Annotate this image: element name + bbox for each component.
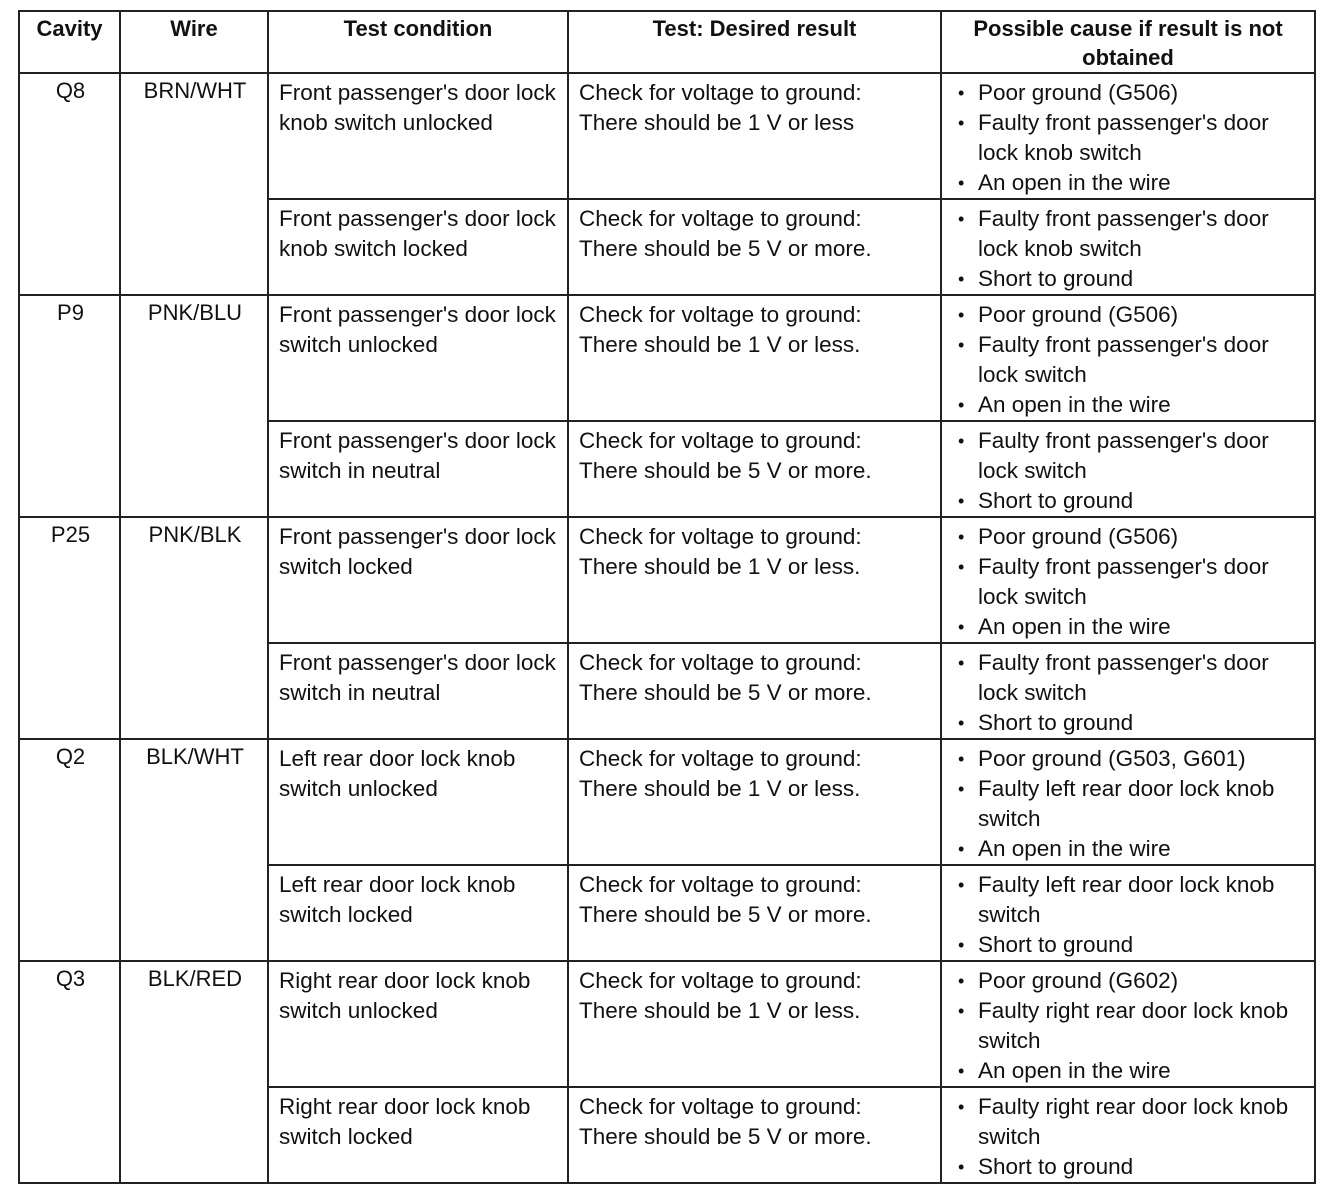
header-row: [19, 11, 1315, 73]
cause-item: • Short to ground: [952, 708, 1306, 738]
table-row: [19, 295, 1315, 421]
cause-list: [952, 648, 1306, 738]
cause-list: [952, 966, 1306, 1086]
desired-result-cell: [568, 517, 941, 643]
test-condition-cell: Right rear door lock knob switch unlocked: [268, 961, 568, 1087]
cause-item: • Poor ground (G506): [952, 78, 1306, 108]
cause-item: • Faulty front passenger's door lock knob switch: [952, 204, 1306, 264]
result-line: There should be 1 V or less: [579, 110, 855, 135]
wire-cell: PNK/BLU: [120, 295, 268, 517]
result-line: There should be 5 V or more.: [579, 902, 872, 927]
test-condition-cell: Left rear door lock knob switch unlocked: [268, 739, 568, 865]
possible-cause-cell: [941, 421, 1315, 517]
wire-cell: PNK/BLK: [120, 517, 268, 739]
header-cavity: Cavity: [19, 11, 120, 73]
result-line: There should be 5 V or more.: [579, 680, 872, 705]
result-line: Check for voltage to ground:: [579, 746, 862, 771]
diagnostic-table: [18, 10, 1316, 1184]
cause-item: • Poor ground (G503, G601): [952, 744, 1306, 774]
cause-item: • Faulty right rear door lock knob switch: [952, 996, 1306, 1056]
possible-cause-cell: [941, 865, 1315, 961]
test-condition-cell: Front passenger's door lock knob switch unlocked: [268, 73, 568, 199]
result-line: Check for voltage to ground:: [579, 206, 862, 231]
table-row: [19, 73, 1315, 199]
desired-result-cell: [568, 739, 941, 865]
cause-list: [952, 522, 1306, 642]
wire-cell: BLK/RED: [120, 961, 268, 1183]
possible-cause-cell: [941, 295, 1315, 421]
possible-cause-cell: [941, 199, 1315, 295]
cause-item: • Faulty front passenger's door lock knob switch: [952, 108, 1306, 168]
result-line: Check for voltage to ground:: [579, 302, 862, 327]
desired-result-cell: [568, 295, 941, 421]
possible-cause-cell: [941, 1087, 1315, 1183]
cause-list: [952, 1092, 1306, 1182]
desired-result-cell: [568, 961, 941, 1087]
cause-item: • Poor ground (G602): [952, 966, 1306, 996]
cause-item: • Faulty left rear door lock knob switch: [952, 870, 1306, 930]
desired-result-cell: [568, 199, 941, 295]
cause-item: • Short to ground: [952, 930, 1306, 960]
table-row: [19, 517, 1315, 643]
cause-item: • Faulty front passenger's door lock switch: [952, 426, 1306, 486]
result-line: There should be 5 V or more.: [579, 458, 872, 483]
cause-item: • Short to ground: [952, 264, 1306, 294]
cause-list: [952, 78, 1306, 198]
cause-list: [952, 744, 1306, 864]
test-condition-cell: Right rear door lock knob switch locked: [268, 1087, 568, 1183]
possible-cause-cell: [941, 739, 1315, 865]
cause-list: [952, 426, 1306, 516]
desired-result-cell: [568, 421, 941, 517]
desired-result-cell: [568, 73, 941, 199]
test-condition-cell: Front passenger's door lock switch unlocked: [268, 295, 568, 421]
cause-item: • An open in the wire: [952, 168, 1306, 198]
wire-cell: BRN/WHT: [120, 73, 268, 295]
cause-item: • An open in the wire: [952, 1056, 1306, 1086]
result-line: There should be 1 V or less.: [579, 554, 861, 579]
test-condition-cell: Front passenger's door lock switch locked: [268, 517, 568, 643]
cause-item: • Short to ground: [952, 1152, 1306, 1182]
cause-item: • Faulty right rear door lock knob switch: [952, 1092, 1306, 1152]
test-condition-cell: Front passenger's door lock switch in neutral: [268, 421, 568, 517]
wire-cell: BLK/WHT: [120, 739, 268, 961]
desired-result-cell: [568, 643, 941, 739]
header-desired-result: Test: Desired result: [568, 11, 941, 73]
test-condition-cell: Left rear door lock knob switch locked: [268, 865, 568, 961]
result-line: There should be 1 V or less.: [579, 998, 861, 1023]
table-row: [19, 739, 1315, 865]
cavity-cell: Q3: [19, 961, 120, 1183]
cavity-cell: P25: [19, 517, 120, 739]
cause-item: • An open in the wire: [952, 612, 1306, 642]
header-test-condition: Test condition: [268, 11, 568, 73]
header-possible-cause: Possible cause if result is not obtained: [941, 11, 1315, 73]
desired-result-cell: [568, 1087, 941, 1183]
result-line: There should be 5 V or more.: [579, 236, 872, 261]
result-line: Check for voltage to ground:: [579, 428, 862, 453]
cause-item: • Faulty left rear door lock knob switch: [952, 774, 1306, 834]
cause-item: • Poor ground (G506): [952, 522, 1306, 552]
test-condition-cell: Front passenger's door lock knob switch locked: [268, 199, 568, 295]
result-line: There should be 5 V or more.: [579, 1124, 872, 1149]
cause-item: • An open in the wire: [952, 390, 1306, 420]
result-line: Check for voltage to ground:: [579, 650, 862, 675]
cause-list: [952, 870, 1306, 960]
cause-item: • Short to ground: [952, 486, 1306, 516]
result-line: Check for voltage to ground:: [579, 872, 862, 897]
test-condition-cell: Front passenger's door lock switch in neutral: [268, 643, 568, 739]
cavity-cell: Q8: [19, 73, 120, 295]
desired-result-cell: [568, 865, 941, 961]
cause-list: [952, 204, 1306, 294]
possible-cause-cell: [941, 73, 1315, 199]
cause-list: [952, 300, 1306, 420]
cause-item: • Faulty front passenger's door lock switch: [952, 552, 1306, 612]
cause-item: • Poor ground (G506): [952, 300, 1306, 330]
cause-item: • Faulty front passenger's door lock switch: [952, 330, 1306, 390]
possible-cause-cell: [941, 517, 1315, 643]
result-line: There should be 1 V or less.: [579, 332, 861, 357]
result-line: There should be 1 V or less.: [579, 776, 861, 801]
table-row: [19, 961, 1315, 1087]
result-line: Check for voltage to ground:: [579, 968, 862, 993]
header-wire: Wire: [120, 11, 268, 73]
cavity-cell: P9: [19, 295, 120, 517]
cavity-cell: Q2: [19, 739, 120, 961]
possible-cause-cell: [941, 643, 1315, 739]
result-line: Check for voltage to ground:: [579, 80, 862, 105]
result-line: Check for voltage to ground:: [579, 1094, 862, 1119]
cause-item: • An open in the wire: [952, 834, 1306, 864]
result-line: Check for voltage to ground:: [579, 524, 862, 549]
possible-cause-cell: [941, 961, 1315, 1087]
cause-item: • Faulty front passenger's door lock switch: [952, 648, 1306, 708]
